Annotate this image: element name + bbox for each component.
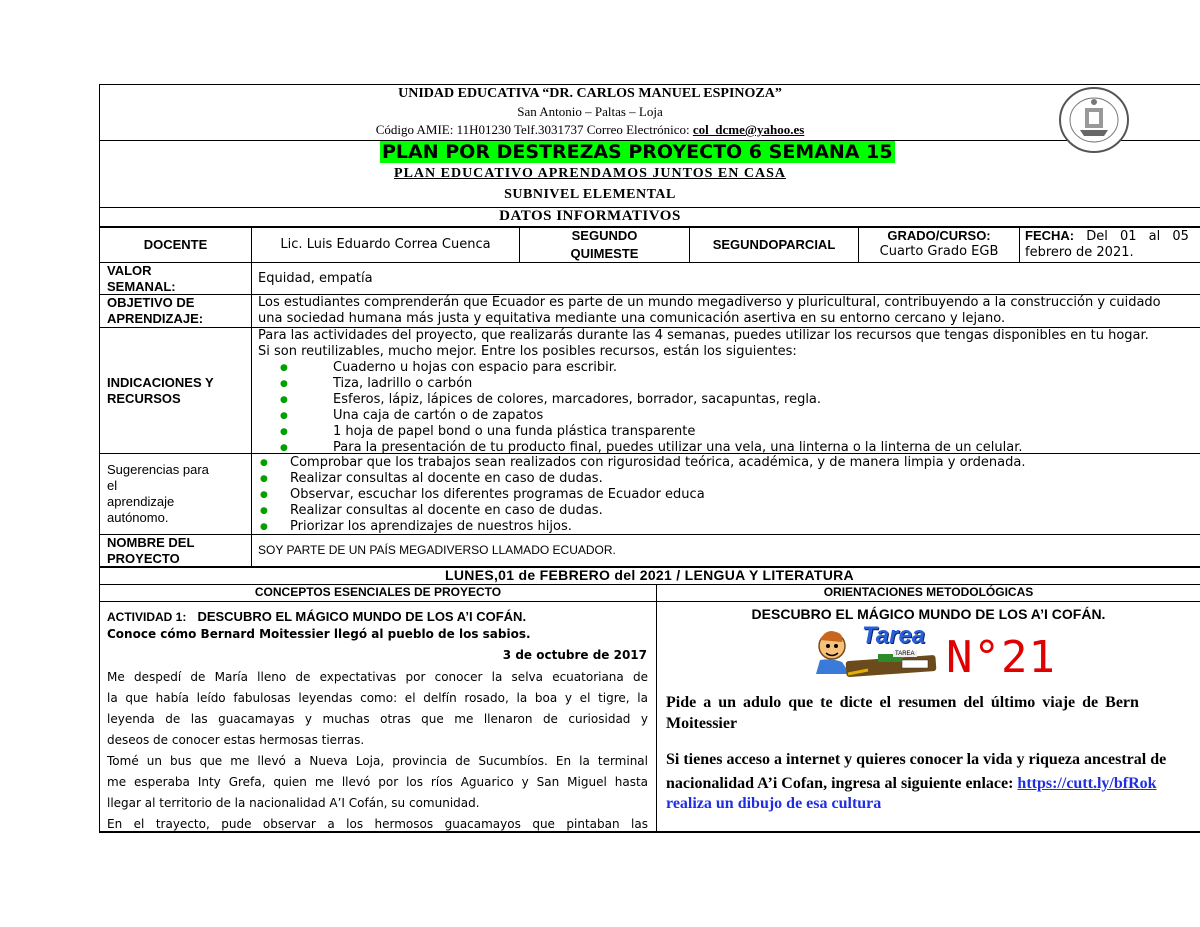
story-line: leyenda de las guacamayas y muchas otras que me llenaron de curiosidad y — [107, 712, 648, 726]
label-line: INDICACIONES Y — [107, 375, 214, 390]
email-link[interactable]: col_dcme@yahoo.es — [692, 122, 805, 137]
bullet-icon: ● — [260, 458, 268, 468]
list-item-text: Realizar consultas al docente en caso de dudas. — [290, 471, 603, 486]
sugerencias-label — [107, 462, 209, 526]
activity-heading — [107, 606, 526, 625]
fecha-value-2: febrero de 2021. — [1025, 245, 1134, 260]
indicaciones-label — [107, 375, 214, 407]
list-item-text: Cuaderno u hojas con espacio para escribir. — [333, 360, 618, 375]
list-item-text: Observar, escuchar los diferentes programas de Ecuador educa — [290, 487, 705, 502]
plan-title — [380, 141, 895, 163]
contact-text: Código AMIE: 11H01230 Telf.3031737 Correo Electrónico: — [375, 122, 693, 137]
valor-label — [107, 263, 176, 295]
label-line: APRENDIZAJE: — [107, 311, 204, 326]
label-line: el — [107, 478, 118, 493]
bullet-icon: ● — [260, 474, 268, 484]
story-line: Me despedí de María lleno de expectativas por conocer la selva ecuatoriana de — [107, 670, 648, 684]
list-item — [260, 455, 1025, 471]
instruction-line: Pide a un adulo que te dicte el resumen del último viaje de Bern — [666, 694, 1139, 711]
label-line: NOMBRE DEL — [107, 535, 195, 550]
instruction-text: nacionalidad A’i Cofan, ingresa al siguiente enlace: — [666, 775, 1018, 792]
activity-label: ACTIVIDAD 1: — [107, 610, 187, 624]
bullet-icon: ● — [280, 427, 288, 437]
list-item-text: Priorizar los aprendizajes de nuestros hijos. — [290, 519, 572, 534]
rule — [99, 601, 1200, 602]
fecha — [1025, 228, 1200, 261]
objetivo-line: Los estudiantes comprenderán que Ecuador es parte de un mundo megadiverso y pluricultural, contribuyendo a la construcción y cuidado — [258, 295, 1161, 310]
bullet-icon: ● — [260, 490, 268, 500]
list-item-text: Para la presentación de tu producto final, puedes utilizar una vela, una linterna o la linterna de un celular. — [333, 440, 1023, 455]
intro-line: Si son reutilizables, mucho mejor. Entre los posibles recursos, están los siguientes: — [258, 344, 797, 359]
list-item — [280, 440, 1023, 456]
border-top — [99, 84, 1200, 85]
proyecto-label — [107, 535, 194, 567]
fecha-value: Del 01 al 05 — [1074, 229, 1189, 244]
story-line: llegar al territorio de la nacionalidad A’I Cofán, su comunidad. — [107, 796, 480, 810]
tarea-badge: TAREA — [895, 651, 915, 657]
quimestre — [520, 228, 689, 262]
grado — [859, 228, 1019, 260]
list-item — [260, 503, 1025, 519]
list-item-text: Esferos, lápiz, lápices de colores, marcadores, borrador, sacapuntas, regla. — [333, 392, 822, 407]
quimestre-line: QUIMESTE — [570, 246, 639, 261]
list-item — [260, 471, 1025, 487]
label-line: VALOR — [107, 263, 152, 278]
list-item-text: 1 hoja de papel bond o una funda plástica transparente — [333, 424, 696, 439]
instruction-1 — [666, 692, 1200, 734]
activity-intro: Conoce cómo Bernard Moitessier llegó al pueblo de los sabios. — [107, 627, 531, 641]
bullet-icon: ● — [280, 395, 288, 405]
instruction-line: Moitessier — [666, 715, 738, 732]
rule — [251, 227, 252, 566]
school-contact — [240, 122, 940, 138]
cutt-link[interactable]: https://cutt.ly/bfRok — [1017, 775, 1157, 792]
label-line: PROYECTO — [107, 551, 180, 566]
story-text — [107, 667, 648, 835]
list-item — [280, 408, 1023, 424]
right-title: DESCUBRO EL MÁGICO MUNDO DE LOS A’I COFÁN. — [751, 606, 1106, 622]
bullet-icon: ● — [260, 522, 268, 532]
letter-date: 3 de octubre de 2017 — [502, 648, 647, 662]
list-item — [280, 360, 1023, 376]
bullet-icon: ● — [260, 506, 268, 516]
rule — [1019, 227, 1020, 263]
story-line: deseos de conocer estas hermosas tierras. — [107, 733, 365, 747]
proyecto-value: SOY PARTE DE UN PAÍS MEGADIVERSO LLAMADO ECUADOR. — [258, 543, 616, 557]
instruction-3: realiza un dibujo de esa cultura — [666, 795, 882, 812]
instruction-line — [666, 772, 1200, 796]
resources-list — [280, 360, 1023, 456]
story-line: En el trayecto, pude observar a los hermosos guacamayos que pintaban las — [107, 817, 648, 831]
list-item — [280, 392, 1023, 408]
label-line: SEMANAL: — [107, 279, 176, 294]
left-col-header: CONCEPTOS ESENCIALES DE PROYECTO — [254, 585, 502, 599]
fecha-label: FECHA: — [1025, 228, 1075, 243]
day-title: LUNES,01 de FEBRERO del 2021 / LENGUA Y LITERATURA — [445, 567, 854, 583]
bullet-icon: ● — [280, 411, 288, 421]
bullet-icon: ● — [280, 363, 288, 373]
list-item-text: Comprobar que los trabajos sean realizados con rigurosidad teórica, académica, y de manera limpia y ordenada. — [290, 455, 1026, 470]
intro-line: Para las actividades del proyecto, que realizarás durante las 4 semanas, puedes utilizar los recursos que tengas disponibles en tu hogar. — [258, 328, 1149, 343]
objetivo-line: una sociedad humana más justa y equitativa mediante una comunicación asertiva en su entorno cercano y lejano. — [258, 311, 1006, 326]
label-line: autónomo. — [107, 510, 169, 525]
label-line: aprendizaje — [107, 494, 175, 509]
fecha-line — [1025, 228, 1200, 245]
label-line: OBJETIVO DE — [107, 295, 195, 310]
bullet-icon: ● — [280, 443, 288, 453]
instruction-line: Si tienes acceso a internet y quieres conocer la vida y riqueza ancestral de — [666, 751, 1167, 768]
tarea-word: Tarea — [862, 622, 926, 649]
label-line: RECURSOS — [107, 391, 181, 406]
grado-label: GRADO/CURSO: — [887, 228, 991, 243]
story-line: me esperaba Inty Grefa, quien me llevó por los ríos Aguarico y San Miguel hasta — [107, 775, 648, 789]
activity-title: DESCUBRO EL MÁGICO MUNDO DE LOS A’I COFÁN. — [197, 609, 527, 624]
quimestre-line: SEGUNDO — [571, 228, 638, 243]
grado-value: Cuarto Grado EGB — [879, 244, 999, 259]
bullet-icon: ● — [280, 379, 288, 389]
school-seal-icon — [1058, 86, 1130, 154]
school-name: UNIDAD EDUCATIVA “DR. CARLOS MANUEL ESPINOZA” — [398, 86, 782, 101]
list-item-text: Realizar consultas al docente en caso de dudas. — [290, 503, 603, 518]
plan-title-text: PLAN POR DESTREZAS PROYECTO 6 SEMANA 15 — [382, 141, 893, 163]
list-item — [260, 519, 1025, 535]
list-item — [280, 376, 1023, 392]
rule — [99, 262, 1200, 263]
list-item — [260, 487, 1025, 503]
list-item — [280, 424, 1023, 440]
instruction-2 — [666, 748, 1200, 796]
docente-label: DOCENTE — [143, 237, 208, 252]
label-line: Sugerencias para — [107, 462, 209, 477]
list-item-text: Tiza, ladrillo o carbón — [333, 376, 473, 391]
objetivo-text — [258, 295, 1161, 327]
docente-value: Lic. Luis Eduardo Correa Cuenca — [280, 237, 491, 252]
indicaciones-intro — [258, 328, 1149, 360]
parcial: SEGUNDOPARCIAL — [712, 237, 836, 252]
objetivo-label — [107, 295, 203, 327]
border-left — [99, 84, 100, 832]
tarea-number: N°21 — [946, 632, 1056, 683]
story-line: Tomé un bus que me llevó a Nueva Loja, provincia de Sucumbíos. En la terminal — [107, 754, 648, 768]
sugerencias-list — [260, 455, 1025, 535]
section-title: DATOS INFORMATIVOS — [499, 208, 681, 224]
plan-subtitle: PLAN EDUCATIVO APRENDAMOS JUNTOS EN CASA — [394, 166, 786, 181]
list-item-text: Una caja de cartón o de zapatos — [333, 408, 544, 423]
story-line: la que había leído fabulosas leyendas como: el delfín rosado, la boa y el tigre, la — [107, 691, 648, 705]
valor-value: Equidad, empatía — [258, 271, 373, 286]
school-location: San Antonio – Paltas – Loja — [517, 104, 663, 119]
sublevel: SUBNIVEL ELEMENTAL — [504, 187, 676, 202]
right-col-header: ORIENTACIONES METODOLÓGICAS — [823, 585, 1034, 599]
